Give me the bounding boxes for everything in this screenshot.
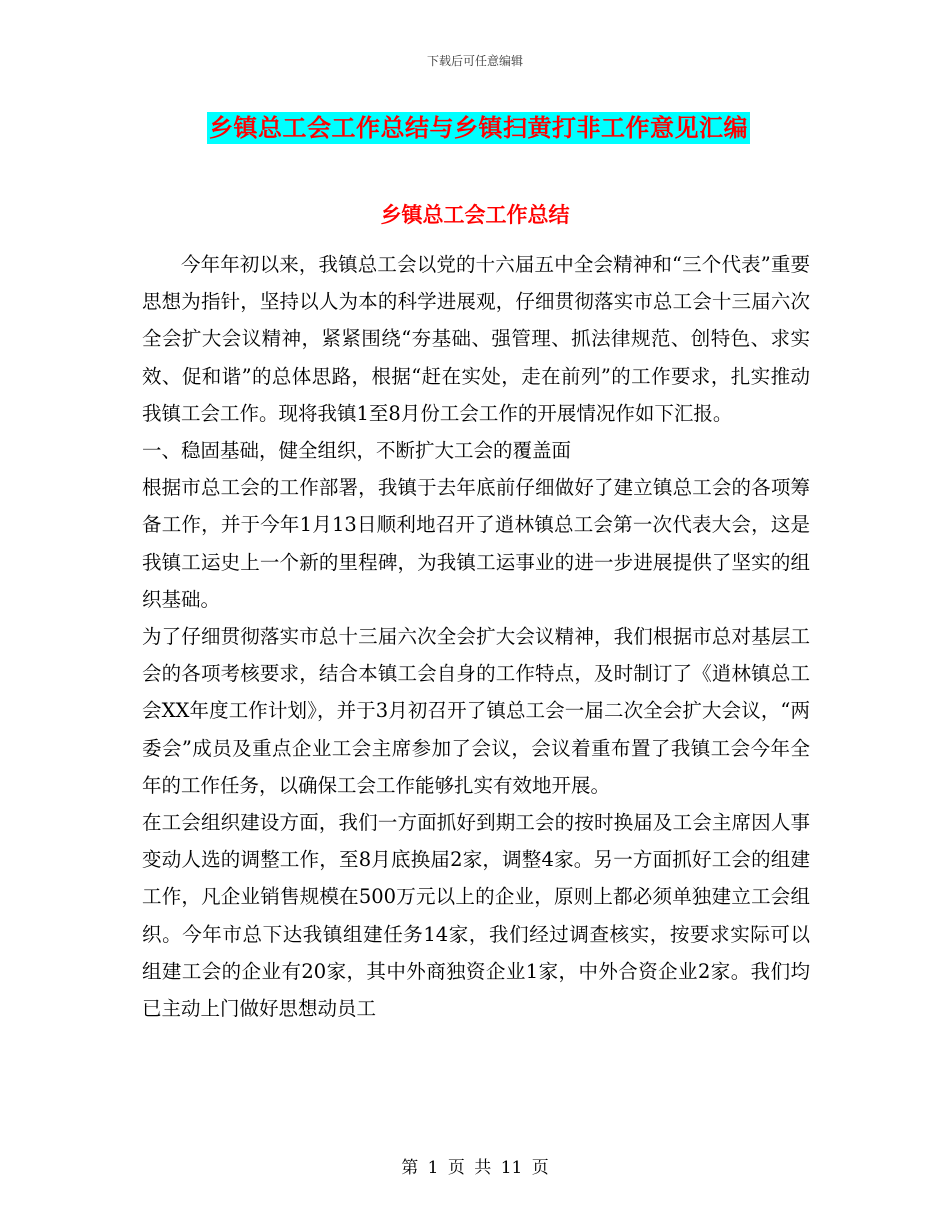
paragraph-union-building: 在工会组织建设方面，我们一方面抓好到期工会的按时换届及工会主席因人事变动人选的调整工作，至8月底换届2家，调整4家。另一方面抓好工会的组建工作，凡企业销售规模在500万元以上的企业，原则上都必须单独建立工会组织。今年市总下达我镇组建任务14家，我们经过调查核实，按要求实际可以组建工会的企业有20家，其中外商独资企业1家，中外合资企业2家。我们均已主动上门做好思想动员工 [142, 811, 810, 1021]
page-number-footer: 第 1 页 共 11 页 [401, 1158, 549, 1178]
paragraph-intro: 今年年初以来，我镇总工会以党的十六届五中全会精神和“三个代表”重要思想为指针，坚持以人为本的科学进展观，仔细贯彻落实市总工会十三届六次全会扩大会议精神，紧紧围绕“夯基础、强管理、抓法律规范、创特色、求实效、促和谐”的总体思路，根据“赶在实处，走在前列”的工作要求，扎实推动我镇工会工作。现将我镇1至8月份工会工作的开展情况作如下汇报。 [142, 253, 810, 425]
page-header-note: 下载后可任意编辑 [426, 54, 523, 68]
paragraph-implementation: 为了仔细贯彻落实市总十三届六次全会扩大会议精神，我们根据市总对基层工会的各项考核要求，结合本镇工会自身的工作特点，及时制订了《逍林镇总工会XX年度工作计划》，并于3月初召开了镇总工会一届二次全会扩大会议，“两委会”成员及重点企业工会主席参加了会议，会议着重布置了我镇工会今年全年的工作任务，以确保工会工作能够扎实有效地开展。 [142, 625, 810, 797]
paragraph-organization: 根据市总工会的工作部署，我镇于去年底前仔细做好了建立镇总工会的各项筹备工作，并于今年1月13日顺利地召开了逍林镇总工会第一次代表大会，这是我镇工运史上一个新的里程碑，为我镇工运事业的进一步进展提供了坚实的组织基础。 [142, 476, 810, 611]
section-title: 乡镇总工会工作总结 [380, 202, 570, 227]
paragraph-heading-1: 一、稳固基础，健全组织，不断扩大工会的覆盖面 [142, 439, 572, 463]
body-text [142, 246, 810, 1027]
document-title: 乡镇总工会工作总结与乡镇扫黄打非工作意见汇编 [209, 113, 748, 142]
